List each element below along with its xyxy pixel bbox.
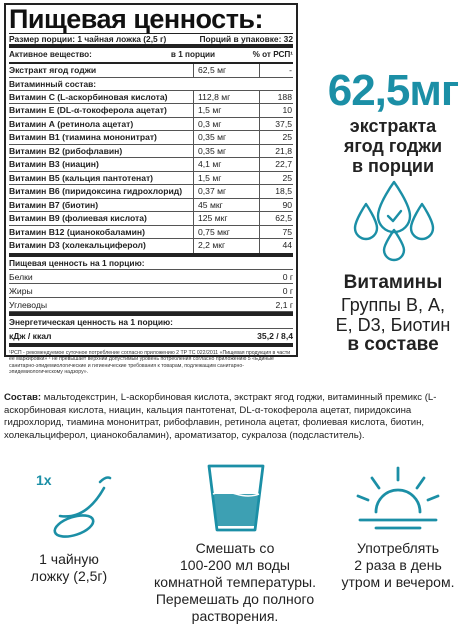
- vitamin-row: Витамин С (L-аскорбиновая кислота) 112,8 мг 188: [9, 91, 293, 105]
- vitamin-row: Витамин В7 (биотин) 45 мкг 90: [9, 199, 293, 213]
- serving-size: Размер порции: 1 чайная ложка (2,5 г): [9, 34, 167, 44]
- nutrition-panel: [4, 3, 298, 376]
- energy-row: кДж / ккал 35,2 / 8,4: [9, 330, 293, 341]
- vitamin-row: Витамин В6 (пиридоксина гидрохлорид) 0,37 мг 18,5: [9, 185, 293, 199]
- servings-per-pack: Порций в упаковке: 32: [199, 34, 293, 44]
- header-active: Активное вещество:: [9, 50, 92, 59]
- goji-row: Экстракт ягод годжи 62,5 мг -: [9, 64, 293, 78]
- vitamin-row: Витамин В3 (ниацин) 4,1 мг 22,7: [9, 158, 293, 172]
- vitamin-row: Витамин А (ретинола ацетат) 0,3 мг 37,5: [9, 118, 293, 132]
- glass-icon: [203, 460, 269, 536]
- food-section-title: Пищевая ценность на 1 порцию:: [9, 257, 293, 270]
- goji-amount: 62,5мг: [327, 66, 459, 115]
- panel-title: Пищевая ценность:: [9, 4, 264, 34]
- vitamin-row: Витамин D3 (холекальциферол) 2,2 мкг 44: [9, 239, 293, 253]
- vitamin-row: Витамин В12 (цианокобаламин) 0,75 мкг 75: [9, 226, 293, 240]
- header-pct: % от РСП¹: [252, 50, 293, 59]
- food-table: [9, 270, 293, 312]
- nutrient-row: Белки 0 г: [9, 271, 293, 282]
- footnote: ¹РСП - рекомендуемое суточное потребление согласно приложению 2 ТР ТС 022/2011 «Пищевая продукция в части ее маркировки» ² не превышает верхний допустимый уровень потребления согласно приложению 5 «Единые санитарно-эпидемиологические и гигиенические требования к товарам, подлежащим санитарно-эпидемиологическому надзору».: [9, 349, 291, 376]
- vitamin-row: Витамин В2 (рибофлавин) 0,35 мг 21,8: [9, 145, 293, 159]
- vitamin-table: [9, 91, 293, 253]
- vitamins-caption: в составе: [347, 334, 439, 355]
- step3-text: Употреблять 2 раза в день утром и вечером.: [341, 540, 455, 590]
- header-per-serving: в 1 порции: [170, 50, 216, 59]
- energy-section-title: Энергетическая ценность на 1 порцию:: [9, 316, 293, 329]
- nutrient-row: Углеводы 2,1 г: [9, 299, 293, 310]
- dose-badge: 1x: [36, 472, 52, 488]
- nutrient-row: Жиры 0 г: [9, 285, 293, 296]
- step1-text: 1 чайную ложку (2,5г): [30, 551, 108, 584]
- composition: [4, 392, 470, 442]
- sunrise-icon: [352, 462, 444, 534]
- vitamins-groups: Группы В, А, E, D3, Биотин: [335, 295, 451, 335]
- vitamin-row: Витамин E (DL-α-токоферола ацетат) 1,5 мг 10: [9, 104, 293, 118]
- vitamin-row: Витамин В1 (тиамина мононитрат) 0,35 мг 25: [9, 131, 293, 145]
- vitamin-row: Витамин В9 (фолиевая кислота) 125 мкг 62,5: [9, 212, 293, 226]
- vitamin-section-title: Витаминный состав:: [9, 78, 293, 91]
- column-headers: [9, 48, 293, 62]
- vitamins-title: Витамины: [343, 272, 443, 293]
- goji-caption: экстракта ягод годжи в порции: [343, 116, 443, 176]
- serving-info: [9, 33, 293, 44]
- vitamin-row: Витамин В5 (кальция пантотенат) 1,5 мг 25: [9, 172, 293, 186]
- composition-label: Состав:: [4, 392, 42, 403]
- drops-icon: [344, 178, 444, 258]
- step2-text: Смешать со 100-200 мл воды комнатной температуры. Перемешать до полного растворения.: [154, 540, 316, 624]
- composition-text: мальтодекстрин, L-аскорбиновая кислота, экстракт ягод годжи, витаминный премикс (L-аскорбиновая кислота, ниацин, кальция пантотенат, DL-α-токоферола ацетат, пиридоксина гидрохлорид, тиамина мононитрат, рибофлавин, ретинола ацетат, фолиевая кислота, биотин, холекальциферол, цианокобаламин), ароматизатор, сукралоза (подсластитель).: [4, 392, 437, 441]
